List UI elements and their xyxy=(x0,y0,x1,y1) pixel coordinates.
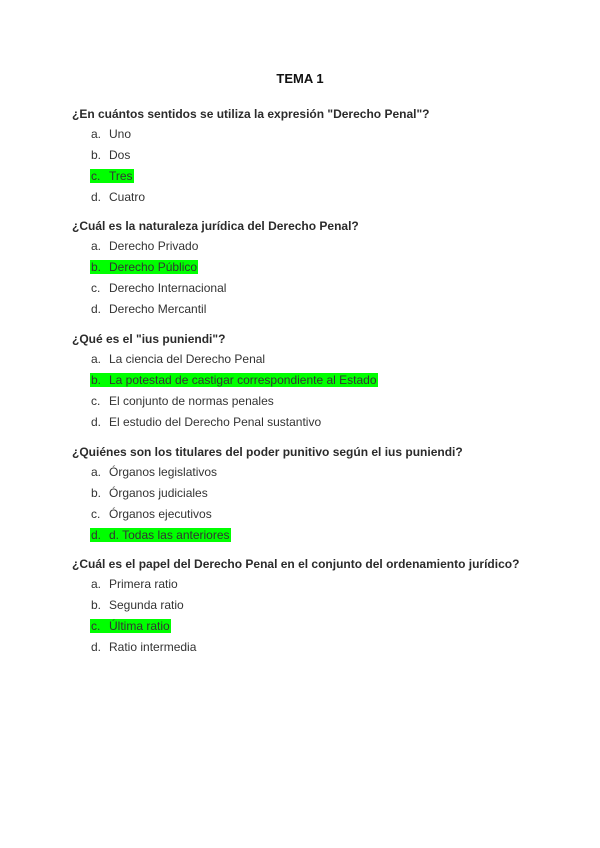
answer-option-b xyxy=(72,260,552,274)
answer-highlight xyxy=(90,239,199,253)
option-letter: d. xyxy=(91,528,102,542)
page-title: TEMA 1 xyxy=(276,71,324,86)
answer-option-d xyxy=(72,302,552,316)
option-text: Ratio intermedia xyxy=(109,640,197,654)
answer-option-a xyxy=(72,352,552,366)
answer-highlight xyxy=(90,619,171,633)
option-text: La ciencia del Derecho Penal xyxy=(109,352,266,366)
answer-list xyxy=(72,239,552,316)
option-letter: c. xyxy=(91,619,101,633)
option-letter: d. xyxy=(91,302,102,316)
option-letter: a. xyxy=(91,352,102,366)
answer-highlight xyxy=(90,190,146,204)
answer-option-a xyxy=(72,577,552,591)
answer-option-b xyxy=(72,486,552,500)
answer-highlight xyxy=(90,127,132,141)
option-letter: d. xyxy=(91,415,102,429)
option-text: Órganos ejecutivos xyxy=(109,507,212,521)
answer-list xyxy=(72,465,552,542)
option-text: El estudio del Derecho Penal sustantivo xyxy=(109,415,322,429)
answer-list xyxy=(72,577,552,654)
answer-highlight xyxy=(90,507,213,521)
answer-highlight xyxy=(90,528,231,542)
answer-option-b xyxy=(72,598,552,612)
option-letter: c. xyxy=(91,281,101,295)
answer-option-a xyxy=(72,465,552,479)
answer-option-d xyxy=(72,415,552,429)
option-letter: b. xyxy=(91,486,102,500)
question-block-5 xyxy=(72,557,552,661)
question-text: ¿Cuál es el papel del Derecho Penal en el conjunto del ordenamiento jurídico? xyxy=(72,557,520,571)
option-text: d. Todas las anteriores xyxy=(109,528,230,542)
answer-highlight xyxy=(90,281,227,295)
answer-highlight xyxy=(90,577,179,591)
option-text: Cuatro xyxy=(109,190,146,204)
answer-option-c xyxy=(72,507,552,521)
option-text: Última ratio xyxy=(109,619,170,633)
answer-highlight xyxy=(90,465,218,479)
answer-option-c xyxy=(72,394,552,408)
option-letter: b. xyxy=(91,260,102,274)
option-letter: b. xyxy=(91,148,102,162)
option-text: El conjunto de normas penales xyxy=(109,394,274,408)
option-text: Órganos legislativos xyxy=(109,465,218,479)
option-letter: d. xyxy=(91,640,102,654)
option-text: La potestad de castigar correspondiente al Estado xyxy=(109,373,377,387)
answer-highlight xyxy=(90,486,209,500)
answer-highlight xyxy=(90,148,131,162)
option-text: Órganos judiciales xyxy=(109,486,208,500)
option-text: Primera ratio xyxy=(109,577,178,591)
question-text: ¿Qué es el "ius puniendi"? xyxy=(72,332,226,346)
answer-highlight xyxy=(90,373,378,387)
option-text: Tres xyxy=(109,169,133,183)
question-block-2 xyxy=(72,219,552,323)
answer-option-a xyxy=(72,239,552,253)
question-text: ¿Cuál es la naturaleza jurídica del Derecho Penal? xyxy=(72,219,359,233)
answer-option-c xyxy=(72,281,552,295)
option-letter: a. xyxy=(91,127,102,141)
option-text: Derecho Público xyxy=(109,260,198,274)
option-letter: a. xyxy=(91,577,102,591)
answer-list xyxy=(72,352,552,429)
question-block-1 xyxy=(72,107,552,211)
option-text: Derecho Internacional xyxy=(109,281,227,295)
answer-highlight xyxy=(90,415,322,429)
option-text: Uno xyxy=(109,127,132,141)
answer-highlight xyxy=(90,394,275,408)
option-letter: a. xyxy=(91,239,102,253)
answer-highlight xyxy=(90,302,207,316)
option-text: Segunda ratio xyxy=(109,598,184,612)
answer-option-d xyxy=(72,190,552,204)
answer-list xyxy=(72,127,552,204)
option-letter: c. xyxy=(91,169,101,183)
option-letter: a. xyxy=(91,465,102,479)
option-text: Derecho Privado xyxy=(109,239,199,253)
answer-option-d xyxy=(72,528,552,542)
option-letter: b. xyxy=(91,598,102,612)
answer-option-b xyxy=(72,148,552,162)
answer-option-c xyxy=(72,619,552,633)
option-text: Dos xyxy=(109,148,131,162)
question-block-3 xyxy=(72,332,552,436)
answer-option-b xyxy=(72,373,552,387)
option-letter: b. xyxy=(91,373,102,387)
answer-highlight xyxy=(90,640,197,654)
answer-highlight xyxy=(90,260,198,274)
answer-option-a xyxy=(72,127,552,141)
answer-highlight xyxy=(90,598,185,612)
answer-highlight xyxy=(90,352,266,366)
answer-highlight xyxy=(90,169,134,183)
option-letter: c. xyxy=(91,507,101,521)
option-letter: d. xyxy=(91,190,102,204)
question-block-4 xyxy=(72,445,552,549)
answer-option-d xyxy=(72,640,552,654)
question-text: ¿Quiénes son los titulares del poder punitivo según el ius puniendi? xyxy=(72,445,463,459)
question-text: ¿En cuántos sentidos se utiliza la expresión "Derecho Penal"? xyxy=(72,107,430,121)
option-text: Derecho Mercantil xyxy=(109,302,207,316)
answer-option-c xyxy=(72,169,552,183)
option-letter: c. xyxy=(91,394,101,408)
